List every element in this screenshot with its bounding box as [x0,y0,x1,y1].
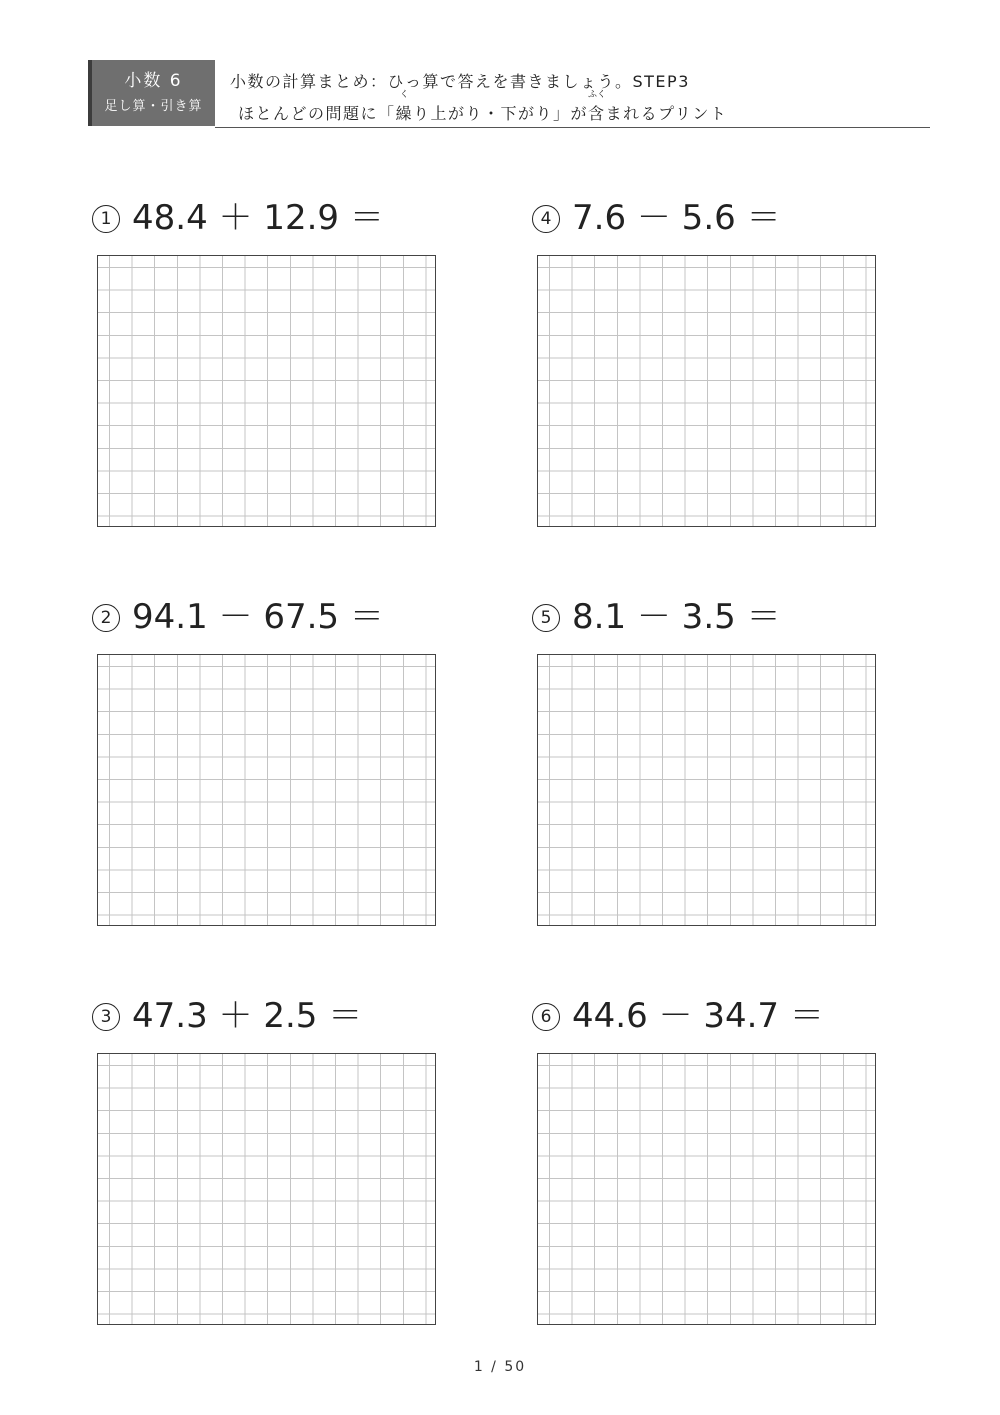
problem-1-expression: 48.4 ＋ 12.9 ＝ [132,198,384,238]
instruction-text: 小数の計算まとめ：ひっ算で答えを書きましょう。STEP3 [230,72,690,91]
ruby-kuri [395,90,414,124]
problem-2-number: 2 [92,604,120,632]
ruby-kuri-reading: く [399,90,409,100]
problem-3-label [92,996,362,1036]
problem-3-work-grid[interactable] [97,1053,436,1325]
problem-1-work-grid[interactable] [97,255,436,527]
header-divider [215,127,930,128]
problem-4-number: 4 [532,205,560,233]
problem-6-work-grid[interactable] [537,1053,876,1325]
subtext-part-1: ほとんどの問題に「 [238,104,396,123]
problem-6-label [532,996,824,1036]
problem-6-expression: 44.6 － 34.7 ＝ [572,996,824,1036]
subtext-part-3: まれるプリント [605,104,728,123]
problem-5-label [532,597,781,637]
instruction-subtext [238,90,728,124]
problem-4-work-grid[interactable] [537,255,876,527]
ruby-fuku-reading: ふく [588,90,607,100]
page-number: 1 / 50 [473,1359,527,1375]
unit-title: 小数 6 [124,71,183,91]
problem-6-number: 6 [532,1003,560,1031]
problem-5-expression: 8.1 － 3.5 ＝ [572,597,781,637]
problem-5-work-grid[interactable] [537,654,876,926]
unit-badge [88,60,215,126]
problem-2-label [92,597,384,637]
ruby-fuku [588,90,607,124]
ruby-kuri-base: 繰 [395,104,414,123]
subtext-part-2: り上がり・下がり」が [413,104,589,123]
problem-1-label [92,198,384,238]
problem-3-number: 3 [92,1003,120,1031]
problem-5-number: 5 [532,604,560,632]
ruby-fuku-base: 含 [588,104,606,123]
problem-4-expression: 7.6 － 5.6 ＝ [572,198,781,238]
problem-1-number: 1 [92,205,120,233]
problem-2-work-grid[interactable] [97,654,436,926]
problem-2-expression: 94.1 － 67.5 ＝ [132,597,384,637]
problem-4-label [532,198,781,238]
problem-3-expression: 47.3 ＋ 2.5 ＝ [132,996,363,1036]
unit-subtitle: 足し算・引き算 [104,99,203,114]
